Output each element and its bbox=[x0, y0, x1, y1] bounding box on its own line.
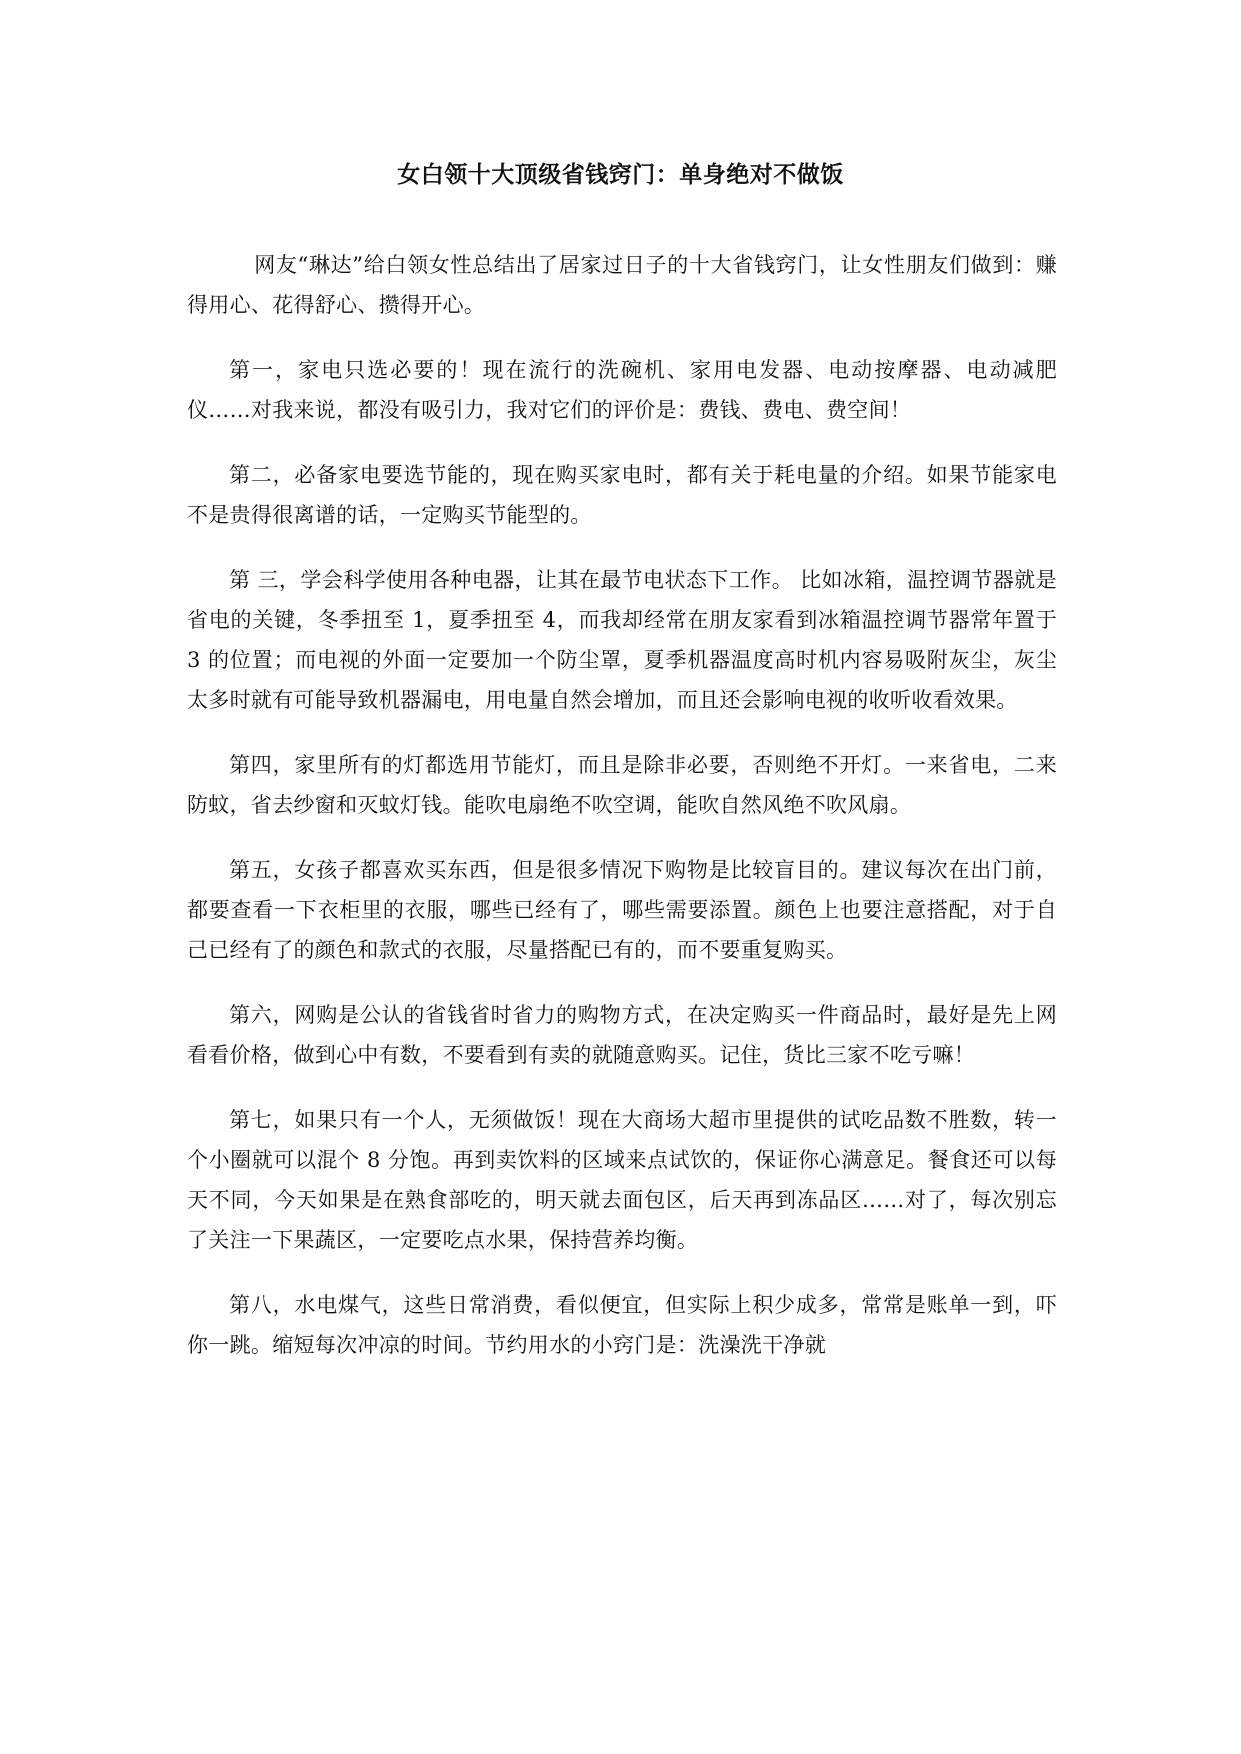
document-title: 女白领十大顶级省钱窍门：单身绝对不做饭 bbox=[397, 161, 844, 188]
paragraph-tip-7: 第七，如果只有一个人，无须做饭！现在大商场大超市里提供的试吃品数不胜数，转一个小圈就可以混个 8 分饱。再到卖饮料的区域来点试饮的，保证你心满意足。餐食还可以每天不同，今天如果是在熟食部吃的，明天就去面包区，后天再到冻品区……对了，每次别忘了关注一下果蔬区，一定要吃点水果，保持营养均衡。 bbox=[187, 1108, 1057, 1252]
paragraph-intro: 网友“琳达”给白领女性总结出了居家过日子的十大省钱窍门，让女性朋友们做到：赚得用心、花得舒心、攒得开心。 bbox=[187, 253, 1057, 317]
paragraph-tip-5: 第五，女孩子都喜欢买东西，但是很多情况下购物是比较盲目的。建议每次在出门前，都要查看一下衣柜里的衣服，哪些已经有了，哪些需要添置。颜色上也要注意搭配，对于自己已经有了的颜色和款式的衣服，尽量搭配已有的，而不要重复购买。 bbox=[187, 858, 1057, 962]
paragraph-tip-4: 第四，家里所有的灯都选用节能灯，而且是除非必要，否则绝不开灯。一来省电，二来防蚊，省去纱窗和灭蚊灯钱。能吹电扇绝不吹空调，能吹自然风绝不吹风扇。 bbox=[187, 753, 1057, 817]
paragraph-tip-6: 第六，网购是公认的省钱省时省力的购物方式，在决定购买一件商品时，最好是先上网看看价格，做到心中有数，不要看到有卖的就随意购买。记住，货比三家不吃亏嘛！ bbox=[187, 1003, 1057, 1067]
paragraph-tip-1: 第一，家电只选必要的！现在流行的洗碗机、家用电发器、电动按摩器、电动减肥仪……对我来说，都没有吸引力，我对它们的评价是：费钱、费电、费空间！ bbox=[187, 358, 1057, 422]
paragraph-tip-3: 第 三，学会科学使用各种电器，让其在最节电状态下工作。 比如冰箱，温控调节器就是省电的关键，冬季扭至 1，夏季扭至 4，而我却经常在朋友家看到冰箱温控调节器常年置于 3 的位置；而电视的外面一定要加一个防尘罩，夏季机器温度高时机内容易吸附灰尘，灰尘太多时就有可能导致机器漏电，用电量自然会增加，而且还会影响电视的收听收看效果。 bbox=[187, 568, 1057, 712]
paragraph-tip-2: 第二，必备家电要选节能的，现在购买家电时，都有关于耗电量的介绍。如果节能家电不是贵得很离谱的话，一定购买节能型的。 bbox=[187, 463, 1057, 527]
document-body bbox=[187, 245, 1057, 1390]
paragraph-tip-8: 第八，水电煤气，这些日常消费，看似便宜，但实际上积少成多，常常是账单一到，吓你一跳。缩短每次冲凉的时间。节约用水的小窍门是：洗澡洗干净就 bbox=[187, 1293, 1057, 1357]
